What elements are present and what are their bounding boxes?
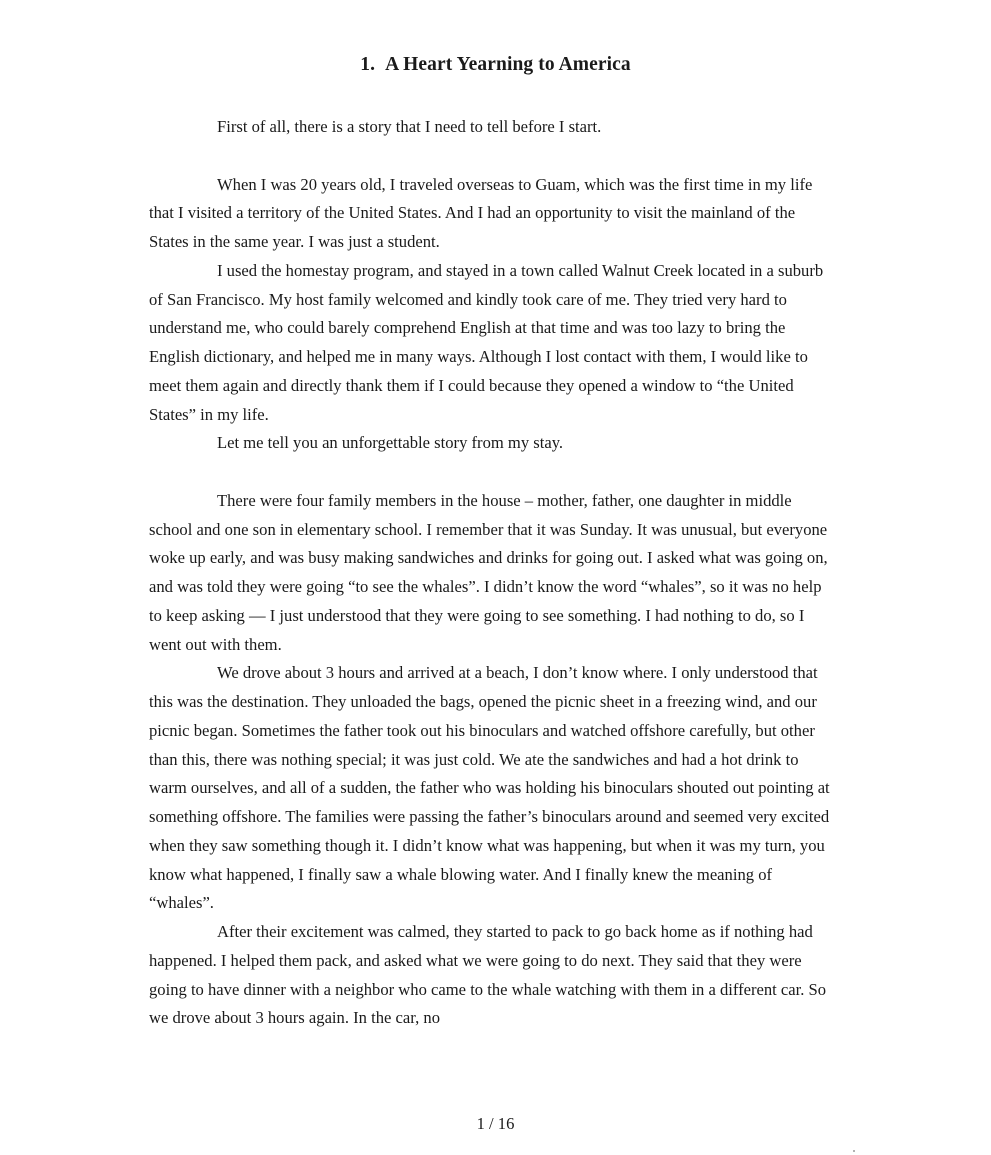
body-paragraph: When I was 20 years old, I traveled overseas to Guam, which was the first time in my life that I visited a territory of the United States. And I had an opportunity to visit the mainland of the States in the same year. I was just a student. <box>149 174 813 251</box>
body-paragraph: We drove about 3 hours and arrived at a beach, I don’t know where. I only understood that this was the destination. They unloaded the bags, opened the picnic sheet in a freezing wind, and our picnic began. Sometimes the father took out his binoculars and watched offshore carefully, but other than this, there was nothing special; it was just cold. We ate the sandwiches and had a hot drink to warm ourselves, and all of a sudden, the father who was holding his binoculars shouted out pointing at something offshore. The families were passing the father’s binoculars around and seemed very excited when they saw something though it. I didn’t know what was happening, but when it was my turn, you know what happened, I finally saw a whale blowing water. And I finally knew the meaning of “whales”. <box>149 663 830 913</box>
body-paragraph: After their excitement was calmed, they started to pack to go back home as if nothing had happened. I helped them pack, and asked what we were going to do next. They said that they were going to have dinner with a neighbor who came to the whale watching with them in a different car. So we drove about 3 hours again. In the car, no <box>149 922 827 1028</box>
chapter-number: 1. <box>360 54 376 75</box>
paragraph-gap <box>149 458 835 487</box>
paragraph-gap <box>149 142 835 171</box>
body-paragraph: There were four family members in the house – mother, father, one daughter in middle school and one son in elementary school. I remember that it was Sunday. It was unusual, but everyone woke up early, and was busy making sandwiches and drinks for going out. I asked what was going on, and was told they were going “to see the whales”. I didn’t know the word “whales”, so it was no help to keep asking — I just understood that they were going to see something. I had nothing to do, so I went out with them. <box>149 490 828 654</box>
body-paragraph: Let me tell you an unforgettable story from my stay. <box>217 433 564 453</box>
body-paragraph: I used the homestay program, and stayed in a town called Walnut Creek located in a suburb of San Francisco. My host family welcomed and kindly took care of me. They tried very hard to understand me, who could barely comprehend English at that time and was too lazy to bring the English dictionary, and helped me in many ways. Although I lost contact with them, I would like to meet them again and directly thank them if I could because they opened a window to “the United States” in my life. <box>149 260 824 424</box>
body-paragraph: First of all, there is a story that I need to tell before I start. <box>217 117 602 136</box>
chapter-title: A Heart Yearning to America <box>385 54 631 75</box>
chapter-body <box>149 113 835 1033</box>
scan-speck <box>853 1150 855 1152</box>
page-number: 1 / 16 <box>476 1114 515 1133</box>
chapter-heading <box>0 54 991 76</box>
